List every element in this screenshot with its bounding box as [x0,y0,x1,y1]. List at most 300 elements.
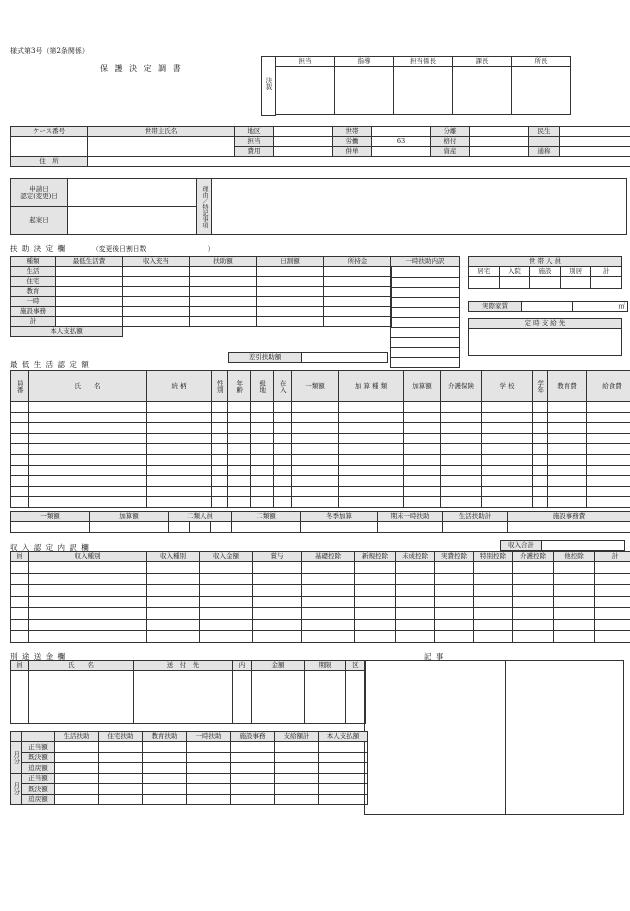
diff-value[interactable] [302,353,388,363]
table-cell[interactable] [404,444,441,455]
table-cell[interactable] [548,454,587,465]
table-cell[interactable] [29,433,147,444]
monthly-cell[interactable] [143,742,187,753]
table-cell[interactable] [147,596,200,608]
table-cell[interactable] [147,465,212,476]
table-cell[interactable] [435,585,474,597]
table-cell[interactable] [302,585,355,597]
table-cell[interactable] [147,454,212,465]
table-cell[interactable] [292,476,339,487]
table-cell[interactable] [554,573,595,585]
table-cell[interactable] [251,444,274,455]
table-cell[interactable] [147,476,212,487]
assets-value[interactable] [470,147,529,157]
table-cell[interactable] [404,454,441,465]
table-cell[interactable] [435,562,474,574]
table-cell[interactable] [292,454,339,465]
table-cell[interactable] [274,476,292,487]
table-cell[interactable] [435,573,474,585]
table-cell[interactable] [554,631,595,643]
table-cell[interactable] [29,486,147,497]
table-cell[interactable] [435,596,474,608]
table-cell[interactable] [355,619,396,631]
table-cell[interactable] [435,608,474,620]
table-cell[interactable] [595,619,630,631]
table-cell[interactable] [587,402,630,413]
table-cell[interactable] [404,433,441,444]
table-cell[interactable] [554,562,595,574]
table-cell[interactable] [292,433,339,444]
table-cell[interactable] [147,608,200,620]
monthly-cell[interactable] [319,773,368,784]
case-number-value[interactable] [11,137,88,157]
table-cell[interactable] [474,596,513,608]
table-cell[interactable] [251,497,274,508]
table-cell[interactable] [554,596,595,608]
table-cell[interactable] [482,423,533,434]
table-cell[interactable] [533,454,548,465]
table-cell[interactable] [228,465,251,476]
table-cell[interactable] [548,465,587,476]
table-cell[interactable] [253,596,302,608]
table-cell[interactable] [595,608,630,620]
table-cell[interactable] [147,562,200,574]
table-cell[interactable] [548,497,587,508]
table-cell[interactable] [228,444,251,455]
table-cell[interactable] [587,497,630,508]
table-cell[interactable] [253,619,302,631]
table-cell[interactable] [548,433,587,444]
monthly-cell[interactable] [187,742,231,753]
table-cell[interactable] [441,444,482,455]
table-cell[interactable] [533,465,548,476]
table-cell[interactable] [11,402,29,413]
table-cell[interactable] [482,433,533,444]
table-cell[interactable] [147,423,212,434]
table-cell[interactable] [533,402,548,413]
table-cell[interactable] [212,497,228,508]
monthly-cell[interactable] [55,763,99,774]
payee-value[interactable] [469,329,622,356]
table-cell[interactable] [587,465,630,476]
table-cell[interactable] [274,497,292,508]
table-cell[interactable] [595,573,630,585]
table-cell[interactable] [29,631,147,643]
notes-box[interactable] [364,660,624,815]
table-cell[interactable] [29,444,147,455]
table-cell[interactable] [339,423,404,434]
rent-value[interactable] [522,302,573,312]
table-cell[interactable] [302,596,355,608]
table-cell[interactable] [11,573,29,585]
table-cell[interactable] [396,619,435,631]
table-cell[interactable] [274,465,292,476]
table-cell[interactable] [587,476,630,487]
table-cell[interactable] [339,476,404,487]
table-cell[interactable] [587,486,630,497]
table-cell[interactable] [11,608,29,620]
table-cell[interactable] [212,412,228,423]
table-cell[interactable] [292,465,339,476]
table-cell[interactable] [29,465,147,476]
table-cell[interactable] [200,619,253,631]
monthly-cell[interactable] [231,752,275,763]
table-cell[interactable] [441,412,482,423]
monthly-cell[interactable] [319,784,368,795]
labor-value[interactable]: 63 [372,137,431,147]
table-cell[interactable] [11,585,29,597]
table-cell[interactable] [513,619,554,631]
table-cell[interactable] [396,608,435,620]
table-cell[interactable] [595,631,630,643]
monthly-cell[interactable] [231,794,275,805]
table-cell[interactable] [29,412,147,423]
monthly-cell[interactable] [143,773,187,784]
monthly-cell[interactable] [55,784,99,795]
table-cell[interactable] [200,608,253,620]
monthly-cell[interactable] [187,784,231,795]
table-cell[interactable] [513,585,554,597]
table-cell[interactable] [274,402,292,413]
table-cell[interactable] [251,433,274,444]
table-cell[interactable] [533,476,548,487]
monthly-cell[interactable] [231,773,275,784]
expense-value[interactable] [274,147,333,157]
table-cell[interactable] [274,412,292,423]
stamp-cell[interactable] [276,67,335,115]
table-cell[interactable] [339,486,404,497]
table-cell[interactable] [11,497,29,508]
stamp-cell[interactable] [394,67,453,115]
table-cell[interactable] [482,497,533,508]
table-cell[interactable] [147,412,212,423]
table-cell[interactable] [200,573,253,585]
table-cell[interactable] [396,562,435,574]
stamp-cell[interactable] [453,67,512,115]
table-cell[interactable] [302,562,355,574]
table-cell[interactable] [292,444,339,455]
rank-value[interactable] [470,137,529,147]
table-cell[interactable] [533,497,548,508]
table-cell[interactable] [251,465,274,476]
stamp-cell[interactable] [512,67,571,115]
welfare-value[interactable] [560,127,630,137]
monthly-cell[interactable] [275,784,319,795]
table-cell[interactable] [212,423,228,434]
table-cell[interactable] [482,486,533,497]
table-cell[interactable] [513,573,554,585]
household-value[interactable] [372,127,431,137]
monthly-cell[interactable] [99,752,143,763]
table-cell[interactable] [147,585,200,597]
table-cell[interactable] [11,596,29,608]
staff-value[interactable] [274,137,333,147]
table-cell[interactable] [482,402,533,413]
table-cell[interactable] [253,585,302,597]
table-cell[interactable] [355,631,396,643]
table-cell[interactable] [302,631,355,643]
table-cell[interactable] [554,608,595,620]
table-cell[interactable] [595,585,630,597]
table-cell[interactable] [228,402,251,413]
table-cell[interactable] [228,476,251,487]
table-cell[interactable] [212,454,228,465]
table-cell[interactable] [396,585,435,597]
monthly-cell[interactable] [319,794,368,805]
table-cell[interactable] [29,573,147,585]
table-cell[interactable] [29,402,147,413]
table-cell[interactable] [513,596,554,608]
table-cell[interactable] [513,562,554,574]
table-cell[interactable] [29,476,147,487]
table-cell[interactable] [29,585,147,597]
table-cell[interactable] [212,444,228,455]
monthly-cell[interactable] [143,784,187,795]
table-cell[interactable] [474,585,513,597]
table-cell[interactable] [11,444,29,455]
monthly-cell[interactable] [275,773,319,784]
income-total-value[interactable] [542,541,625,551]
monthly-cell[interactable] [99,763,143,774]
table-cell[interactable] [212,433,228,444]
table-cell[interactable] [474,562,513,574]
alias-value[interactable] [560,147,630,157]
table-cell[interactable] [587,412,630,423]
table-cell[interactable] [200,596,253,608]
monthly-cell[interactable] [319,752,368,763]
table-cell[interactable] [441,402,482,413]
self-pay-value[interactable] [123,327,392,337]
table-cell[interactable] [441,497,482,508]
draft-date-value[interactable] [68,207,197,235]
table-cell[interactable] [396,573,435,585]
table-cell[interactable] [11,476,29,487]
table-cell[interactable] [147,433,212,444]
monthly-cell[interactable] [99,794,143,805]
table-cell[interactable] [292,486,339,497]
table-cell[interactable] [11,631,29,643]
table-cell[interactable] [587,423,630,434]
table-cell[interactable] [533,486,548,497]
table-cell[interactable] [29,562,147,574]
table-cell[interactable] [339,454,404,465]
monthly-cell[interactable] [143,794,187,805]
table-cell[interactable] [355,585,396,597]
table-cell[interactable] [404,486,441,497]
table-cell[interactable] [11,486,29,497]
table-cell[interactable] [441,465,482,476]
table-cell[interactable] [548,476,587,487]
table-cell[interactable] [253,573,302,585]
apply-date-value[interactable] [68,179,197,207]
table-cell[interactable] [482,476,533,487]
table-cell[interactable] [435,631,474,643]
table-cell[interactable] [441,476,482,487]
table-cell[interactable] [11,423,29,434]
table-cell[interactable] [274,486,292,497]
table-cell[interactable] [11,412,29,423]
table-cell[interactable] [302,608,355,620]
monthly-cell[interactable] [319,742,368,753]
table-cell[interactable] [513,608,554,620]
table-cell[interactable] [228,423,251,434]
table-cell[interactable] [251,402,274,413]
table-cell[interactable] [147,444,212,455]
table-cell[interactable] [212,476,228,487]
table-cell[interactable] [474,608,513,620]
table-cell[interactable] [11,454,29,465]
table-cell[interactable] [302,619,355,631]
address-value[interactable] [88,157,630,167]
table-cell[interactable] [474,631,513,643]
monthly-cell[interactable] [319,763,368,774]
table-cell[interactable] [212,465,228,476]
table-cell[interactable] [533,423,548,434]
table-cell[interactable] [200,562,253,574]
table-cell[interactable] [228,412,251,423]
table-cell[interactable] [548,423,587,434]
table-cell[interactable] [29,423,147,434]
table-cell[interactable] [212,402,228,413]
table-cell[interactable] [29,619,147,631]
monthly-cell[interactable] [55,773,99,784]
table-cell[interactable] [253,631,302,643]
table-cell[interactable] [274,433,292,444]
monthly-cell[interactable] [55,794,99,805]
table-cell[interactable] [482,454,533,465]
table-cell[interactable] [533,433,548,444]
table-cell[interactable] [29,454,147,465]
monthly-cell[interactable] [55,742,99,753]
monthly-cell[interactable] [187,773,231,784]
table-cell[interactable] [200,585,253,597]
table-cell[interactable] [147,486,212,497]
table-cell[interactable] [339,497,404,508]
table-cell[interactable] [404,465,441,476]
monthly-cell[interactable] [231,763,275,774]
table-cell[interactable] [396,596,435,608]
table-cell[interactable] [355,608,396,620]
table-cell[interactable] [251,454,274,465]
district-value[interactable] [274,127,333,137]
table-cell[interactable] [29,497,147,508]
table-cell[interactable] [441,433,482,444]
table-cell[interactable] [274,454,292,465]
table-cell[interactable] [339,433,404,444]
table-cell[interactable] [292,423,339,434]
table-cell[interactable] [29,596,147,608]
table-cell[interactable] [441,454,482,465]
table-cell[interactable] [251,423,274,434]
table-cell[interactable] [441,423,482,434]
table-cell[interactable] [212,486,228,497]
table-cell[interactable] [147,497,212,508]
table-cell[interactable] [533,412,548,423]
separation-value[interactable] [470,127,529,137]
table-cell[interactable] [274,444,292,455]
table-cell[interactable] [548,444,587,455]
table-cell[interactable] [404,402,441,413]
table-cell[interactable] [147,631,200,643]
table-cell[interactable] [355,562,396,574]
table-cell[interactable] [404,497,441,508]
table-cell[interactable] [228,486,251,497]
monthly-cell[interactable] [275,763,319,774]
table-cell[interactable] [251,486,274,497]
table-cell[interactable] [228,497,251,508]
table-cell[interactable] [474,619,513,631]
table-cell[interactable] [147,619,200,631]
table-cell[interactable] [595,562,630,574]
table-cell[interactable] [228,433,251,444]
table-cell[interactable] [482,412,533,423]
table-cell[interactable] [587,454,630,465]
table-cell[interactable] [474,573,513,585]
table-cell[interactable] [253,608,302,620]
monthly-cell[interactable] [99,784,143,795]
table-cell[interactable] [355,573,396,585]
table-cell[interactable] [251,412,274,423]
table-cell[interactable] [228,454,251,465]
monthly-cell[interactable] [275,794,319,805]
monthly-cell[interactable] [275,752,319,763]
table-cell[interactable] [435,619,474,631]
monthly-cell[interactable] [99,742,143,753]
table-cell[interactable] [548,402,587,413]
table-cell[interactable] [274,423,292,434]
table-cell[interactable] [404,412,441,423]
table-cell[interactable] [147,402,212,413]
table-cell[interactable] [404,476,441,487]
table-cell[interactable] [595,596,630,608]
reason-value[interactable] [212,179,627,235]
table-cell[interactable] [11,433,29,444]
table-cell[interactable] [554,619,595,631]
table-cell[interactable] [253,562,302,574]
table-cell[interactable] [339,402,404,413]
table-cell[interactable] [587,444,630,455]
table-cell[interactable] [251,476,274,487]
table-cell[interactable] [548,412,587,423]
table-cell[interactable] [292,402,339,413]
monthly-cell[interactable] [275,742,319,753]
table-cell[interactable] [11,619,29,631]
table-cell[interactable] [302,573,355,585]
table-cell[interactable] [441,486,482,497]
monthly-cell[interactable] [55,752,99,763]
table-cell[interactable] [339,412,404,423]
table-cell[interactable] [396,631,435,643]
combined-value[interactable] [372,147,431,157]
table-cell[interactable] [11,465,29,476]
monthly-cell[interactable] [187,794,231,805]
table-cell[interactable] [11,562,29,574]
monthly-cell[interactable] [187,752,231,763]
table-cell[interactable] [339,465,404,476]
head-name-value[interactable] [88,137,235,157]
table-cell[interactable] [339,444,404,455]
table-cell[interactable] [554,585,595,597]
table-cell[interactable] [292,412,339,423]
table-cell[interactable] [482,465,533,476]
monthly-cell[interactable] [231,742,275,753]
table-cell[interactable] [292,497,339,508]
monthly-cell[interactable] [187,763,231,774]
table-cell[interactable] [533,444,548,455]
monthly-cell[interactable] [231,784,275,795]
table-cell[interactable] [200,631,253,643]
table-cell[interactable] [482,444,533,455]
